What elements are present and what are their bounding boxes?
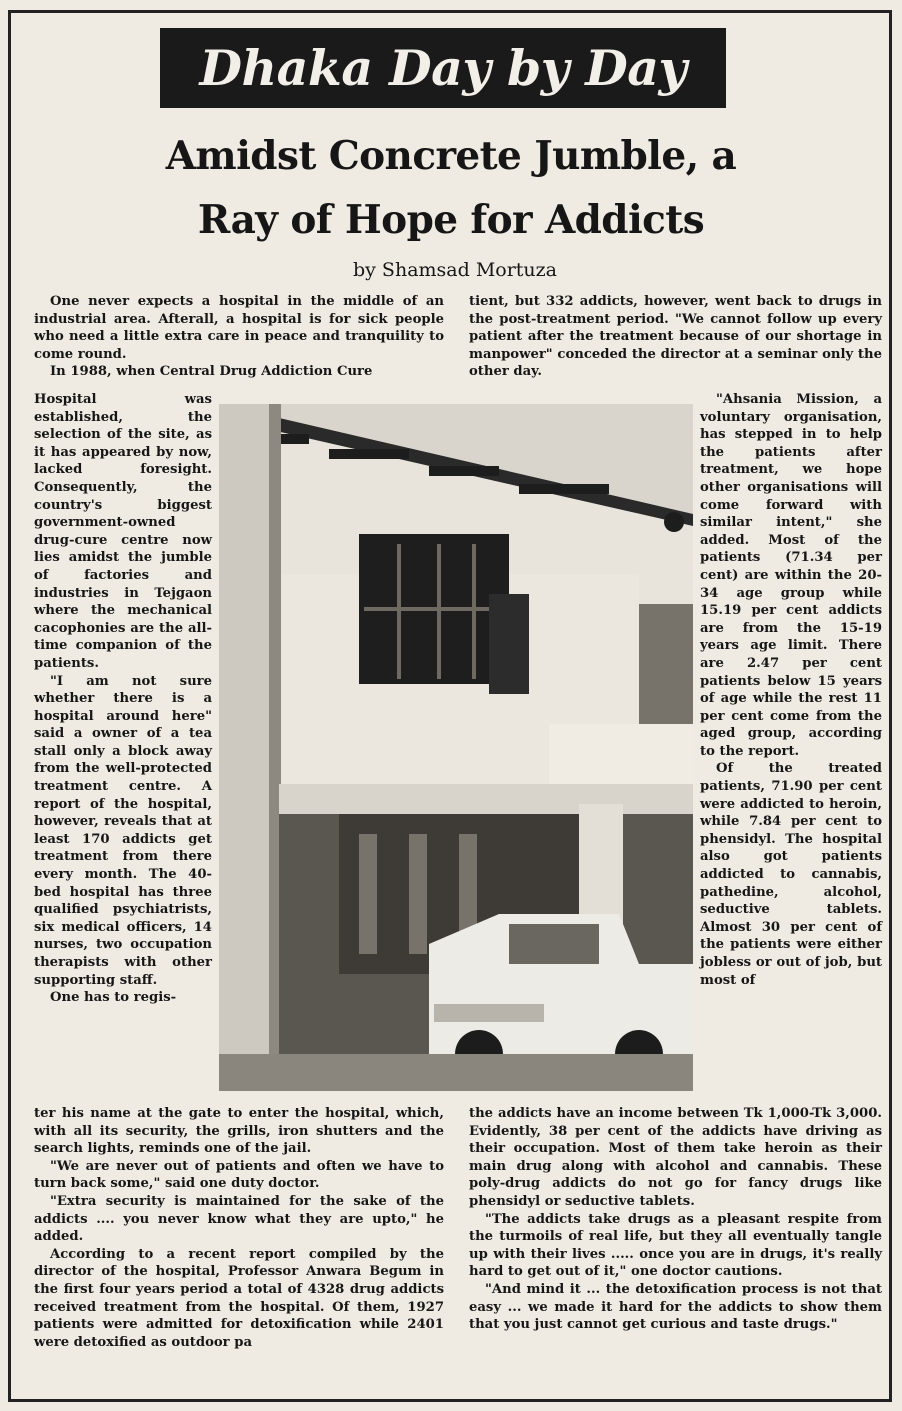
paragraph: "I am not sure whether there is a hospital around here" said a owner of a tea stall only a block away from the well-protected treatment centre. A report of the hospital, however, reveals that at least 170 addicts get treatment from there every month. The 40-bed hospital has three qualified psychiatrists, six medical officers, 14 nurses, two occupation therapists with other supporting staff. bbox=[34, 673, 212, 988]
paragraph: One never expects a hospital in the middle of an industrial area. Afterall, a hospital is for sick people who need a little extra care in peace and tranquility to come round. bbox=[34, 294, 444, 362]
right-narrow-text bbox=[700, 391, 882, 989]
headline bbox=[20, 124, 882, 252]
left-narrow-text bbox=[34, 391, 212, 1007]
paragraph: "Ahsania Mission, a voluntary organisation, has stepped in to help the patients after treatment, we hope other organisations will come forward with similar intent," she added. Most of the patients (71.34 per cent) are within the 20-34 age group while 15.19 per cent addicts are from the 15-19 years age limit. There are 2.47 per cent patients below 15 years of age while the rest 11 per cent come from the aged group, according to the report. bbox=[700, 392, 882, 759]
right-top-text bbox=[469, 293, 882, 381]
paragraph: "The addicts take drugs as a pleasant respite from the turmoils of real life, but they all eventually tangle up with their lives ..... once you are in drugs, it's really hard to get out of it," one doctor cautions. bbox=[469, 1211, 882, 1280]
paragraph: "Extra security is maintained for the sake of the addicts .... you never know what they are upto," he added. bbox=[34, 1193, 444, 1245]
paragraph: Hospital was established, the selection of the site, as it has appeared by now, lacked foresight. Consequently, the country's biggest government-owned drug-cure centre now lies amidst the jumble of factories and industries in Tejgaon where the mechanical cacophonies are the all-time companion of the patients. bbox=[34, 392, 212, 671]
paragraph: In 1988, when Central Drug Addiction Cure bbox=[50, 364, 373, 380]
left-bottom-text bbox=[34, 1105, 444, 1351]
paragraph: According to a recent report compiled by the director of the hospital, Professor Anwara Begum in the first four years period a total of 4328 drug addicts received treatment from the hospital. Of them, 1927 patients were admitted for detoxification while 2401 were detoxified as outdoor pa bbox=[34, 1246, 444, 1350]
paragraph: One has to regis- bbox=[50, 990, 177, 1006]
paragraph: "We are never out of patients and often we have to turn back some," said one duty doctor. bbox=[34, 1158, 444, 1192]
right-bottom-text bbox=[469, 1105, 882, 1334]
headline-line-2: Ray of Hope for Addicts bbox=[197, 197, 705, 243]
paragraph: the addicts have an income between Tk 1,000-Tk 3,000. Evidently, 38 per cent of the addicts have driving as their occupation. Most of them take heroin as their main drug along with alcohol and cannabis. These poly-drug addicts do not go for fancy drugs like phensidyl or seductive tablets. bbox=[469, 1106, 882, 1209]
paragraph: ter his name at the gate to enter the hospital, which, with all its security, the grills, iron shutters and the search lights, reminds one of the jail. bbox=[34, 1106, 444, 1157]
section-banner: Dhaka Day by Day bbox=[160, 28, 726, 108]
byline: by Shamsad Mortuza bbox=[353, 259, 557, 281]
left-top-text bbox=[34, 293, 444, 381]
hospital-building-illustration bbox=[219, 404, 693, 1091]
paragraph: tient, but 332 addicts, however, went back to drugs in the post-treatment period. "We cannot follow up every patient after the treatment because of our shortage in manpower" conceded the director at a seminar only the other day. bbox=[469, 294, 882, 380]
headline-line-1: Amidst Concrete Jumble, a bbox=[165, 133, 737, 179]
paragraph: Of the treated patients, 71.90 per cent were addicted to heroin, while 7.84 per cent to phensidyl. The hospital also got patients addicted to cannabis, pathedine, alcohol, seductive tablets. Almost 30 per cent of the patients were either jobless or out of job, but most of bbox=[700, 761, 882, 988]
paragraph: "And mind it ... the detoxification process is not that easy ... we made it hard for the addicts to show them that you just cannot get curious and taste drugs." bbox=[469, 1281, 882, 1333]
hospital-photo bbox=[219, 404, 693, 1091]
